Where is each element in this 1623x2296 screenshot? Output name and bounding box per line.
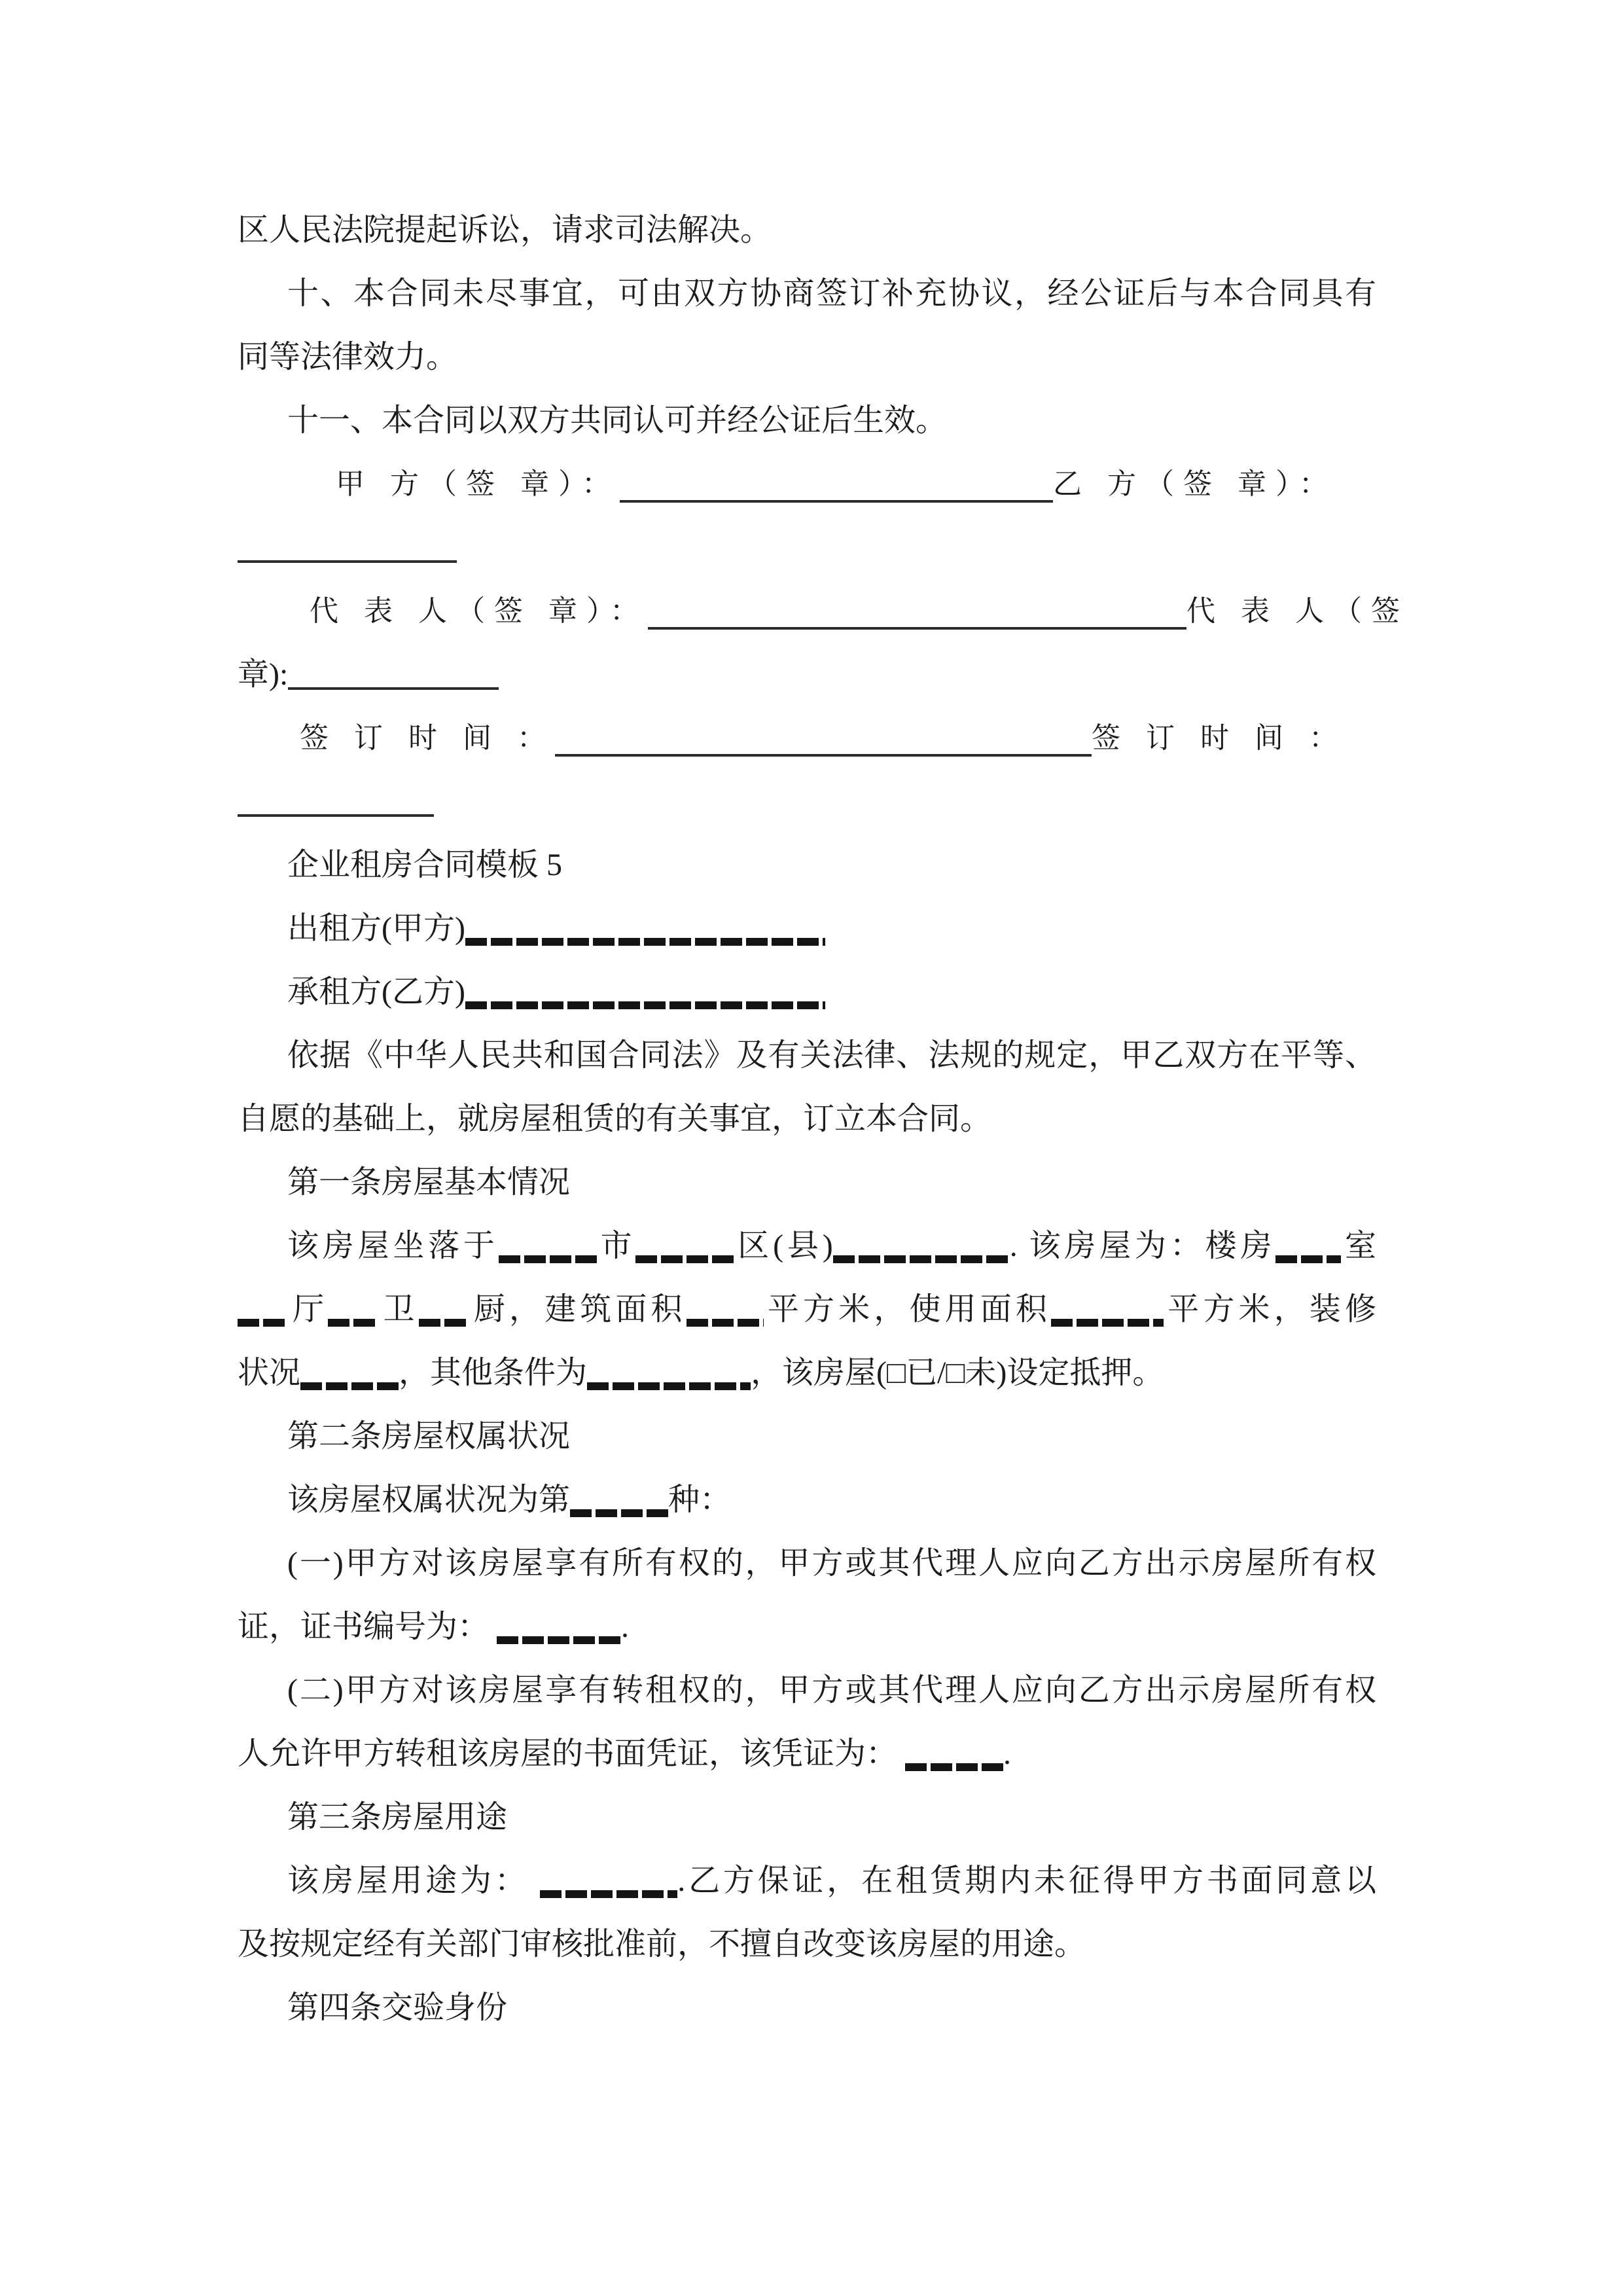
fill-in-blank <box>587 1382 751 1390</box>
text-run: 同等法律效力。 <box>238 340 458 374</box>
text-run: 代 表 人（签 章）： <box>310 595 648 627</box>
text-run: ，该房屋(□已/□未)设定抵押。 <box>751 1355 1164 1390</box>
document-line <box>238 1024 1376 1087</box>
document-line <box>238 1532 1376 1595</box>
fill-in-blank <box>238 814 434 817</box>
text-run: 该房屋坐落于 <box>287 1229 499 1263</box>
text-run: 该房屋用途为： <box>287 1863 541 1898</box>
text-run: 及按规定经有关部门审核批准前，不擅自改变该房屋的用途。 <box>238 1927 1086 1962</box>
text-run: 代 表 人（签 <box>1186 595 1409 627</box>
text-run: 签 订 时 间 ： <box>300 722 555 754</box>
text-run: 区人民法院提起诉讼，请求司法解决。 <box>238 213 772 247</box>
fill-in-blank <box>300 1382 399 1390</box>
text-run: (一)甲方对该房屋享有所有权的，甲方或其代理人应向乙方出示房屋所有权 <box>287 1546 1376 1581</box>
fill-in-blank <box>499 1255 597 1263</box>
text-run: 第四条交验身份 <box>287 1990 508 2025</box>
document-line <box>238 643 1376 706</box>
text-run: 种： <box>668 1482 732 1517</box>
document-line <box>238 1976 1376 2039</box>
document-line <box>238 325 1376 389</box>
text-run: 企业租房合同模板 5 <box>287 848 563 882</box>
text-run: 状况 <box>238 1355 301 1390</box>
text-run: 证，证书编号为： <box>238 1609 497 1644</box>
document-line <box>238 1405 1376 1468</box>
text-run: 第三条房屋用途 <box>287 1800 508 1835</box>
fill-in-blank <box>1275 1255 1341 1263</box>
text-run: 平方米，装修 <box>1164 1292 1376 1327</box>
text-run: (二)甲方对该房屋享有转租权的，甲方或其代理人应向乙方出示房屋所有权 <box>287 1673 1376 1708</box>
document-line <box>238 1278 1376 1341</box>
fill-in-blank <box>1051 1319 1164 1327</box>
document-line <box>238 1849 1376 1912</box>
document-body <box>238 198 1409 2039</box>
text-run: 卫 <box>379 1292 419 1327</box>
text-run: 市 <box>596 1229 636 1263</box>
text-run: 第一条房屋基本情况 <box>287 1165 571 1200</box>
text-run: ，其他条件为 <box>399 1355 588 1390</box>
text-run: 十一、本合同以双方共同认可并经公证后生效。 <box>287 403 948 438</box>
document-line <box>238 1595 1376 1659</box>
text-run: 区(县) <box>734 1229 833 1263</box>
document-line <box>238 579 1409 643</box>
text-run: 出租方(甲方) <box>287 911 465 946</box>
text-run: . <box>621 1609 630 1644</box>
text-run: 签 订 时 间 ： <box>1092 722 1347 754</box>
text-run: 室 <box>1341 1229 1376 1263</box>
document-line <box>238 198 1376 262</box>
fill-in-blank <box>833 1255 1010 1263</box>
document-line <box>238 770 1376 833</box>
text-run: 人允许甲方转租该房屋的书面凭证，该凭证为： <box>238 1736 906 1771</box>
fill-in-blank <box>905 1763 1003 1771</box>
fill-in-blank <box>497 1636 621 1644</box>
fill-in-blank <box>570 1509 668 1517</box>
fill-in-blank <box>620 500 1053 503</box>
document-line <box>238 1722 1376 1785</box>
document-line <box>238 1912 1376 1976</box>
document-line <box>238 1785 1376 1849</box>
document-line <box>238 1468 1376 1532</box>
fill-in-blank <box>419 1319 470 1327</box>
document-line <box>238 516 1376 579</box>
text-run: . <box>1003 1736 1012 1771</box>
fill-in-blank <box>648 627 1186 630</box>
text-run: 厅 <box>289 1292 329 1327</box>
fill-in-blank <box>465 1001 825 1009</box>
fill-in-blank <box>635 1255 734 1263</box>
text-run: 承租方(乙方) <box>287 975 465 1009</box>
fill-in-blank <box>238 1319 289 1327</box>
document-line <box>238 389 1376 452</box>
document-line <box>238 1659 1376 1722</box>
fill-in-blank <box>238 560 457 563</box>
document-line <box>238 960 1376 1024</box>
text-run: 第二条房屋权属状况 <box>287 1419 571 1454</box>
text-run: 自愿的基础上，就房屋租赁的有关事宜，订立本合同。 <box>238 1102 992 1136</box>
fill-in-blank <box>288 687 499 690</box>
fill-in-blank <box>328 1319 379 1327</box>
fill-in-blank <box>465 938 825 946</box>
text-run: .乙方保证，在租赁期内未征得甲方书面同意以 <box>677 1863 1376 1898</box>
document-line <box>238 1087 1376 1151</box>
text-run: 章): <box>238 657 289 692</box>
text-run: 乙 方（签 章）： <box>1053 468 1337 500</box>
text-run: 该房屋权属状况为第 <box>287 1482 571 1517</box>
text-run: 甲 方（签 章）： <box>336 468 620 500</box>
document-line <box>238 1214 1376 1278</box>
text-run: 厨，建筑面积 <box>469 1292 687 1327</box>
text-run: 十、本合同未尽事宜，可由双方协商签订补充协议，经公证后与本合同具有 <box>287 276 1376 311</box>
document-line <box>238 452 1337 516</box>
document-line <box>238 1341 1376 1405</box>
document-line <box>238 833 1376 897</box>
fill-in-blank <box>540 1890 677 1898</box>
fill-in-blank <box>555 754 1092 757</box>
document-line <box>238 706 1347 770</box>
text-run: 依据《中华人民共和国合同法》及有关法律、法规的规定，甲乙双方在平等、 <box>287 1038 1376 1073</box>
fill-in-blank <box>687 1319 764 1327</box>
text-run: . 该房屋为：楼房 <box>1009 1229 1276 1263</box>
document-line <box>238 1151 1376 1214</box>
document-line <box>238 262 1376 325</box>
text-run: 平方米，使用面积 <box>763 1292 1052 1327</box>
document-line <box>238 897 1376 960</box>
